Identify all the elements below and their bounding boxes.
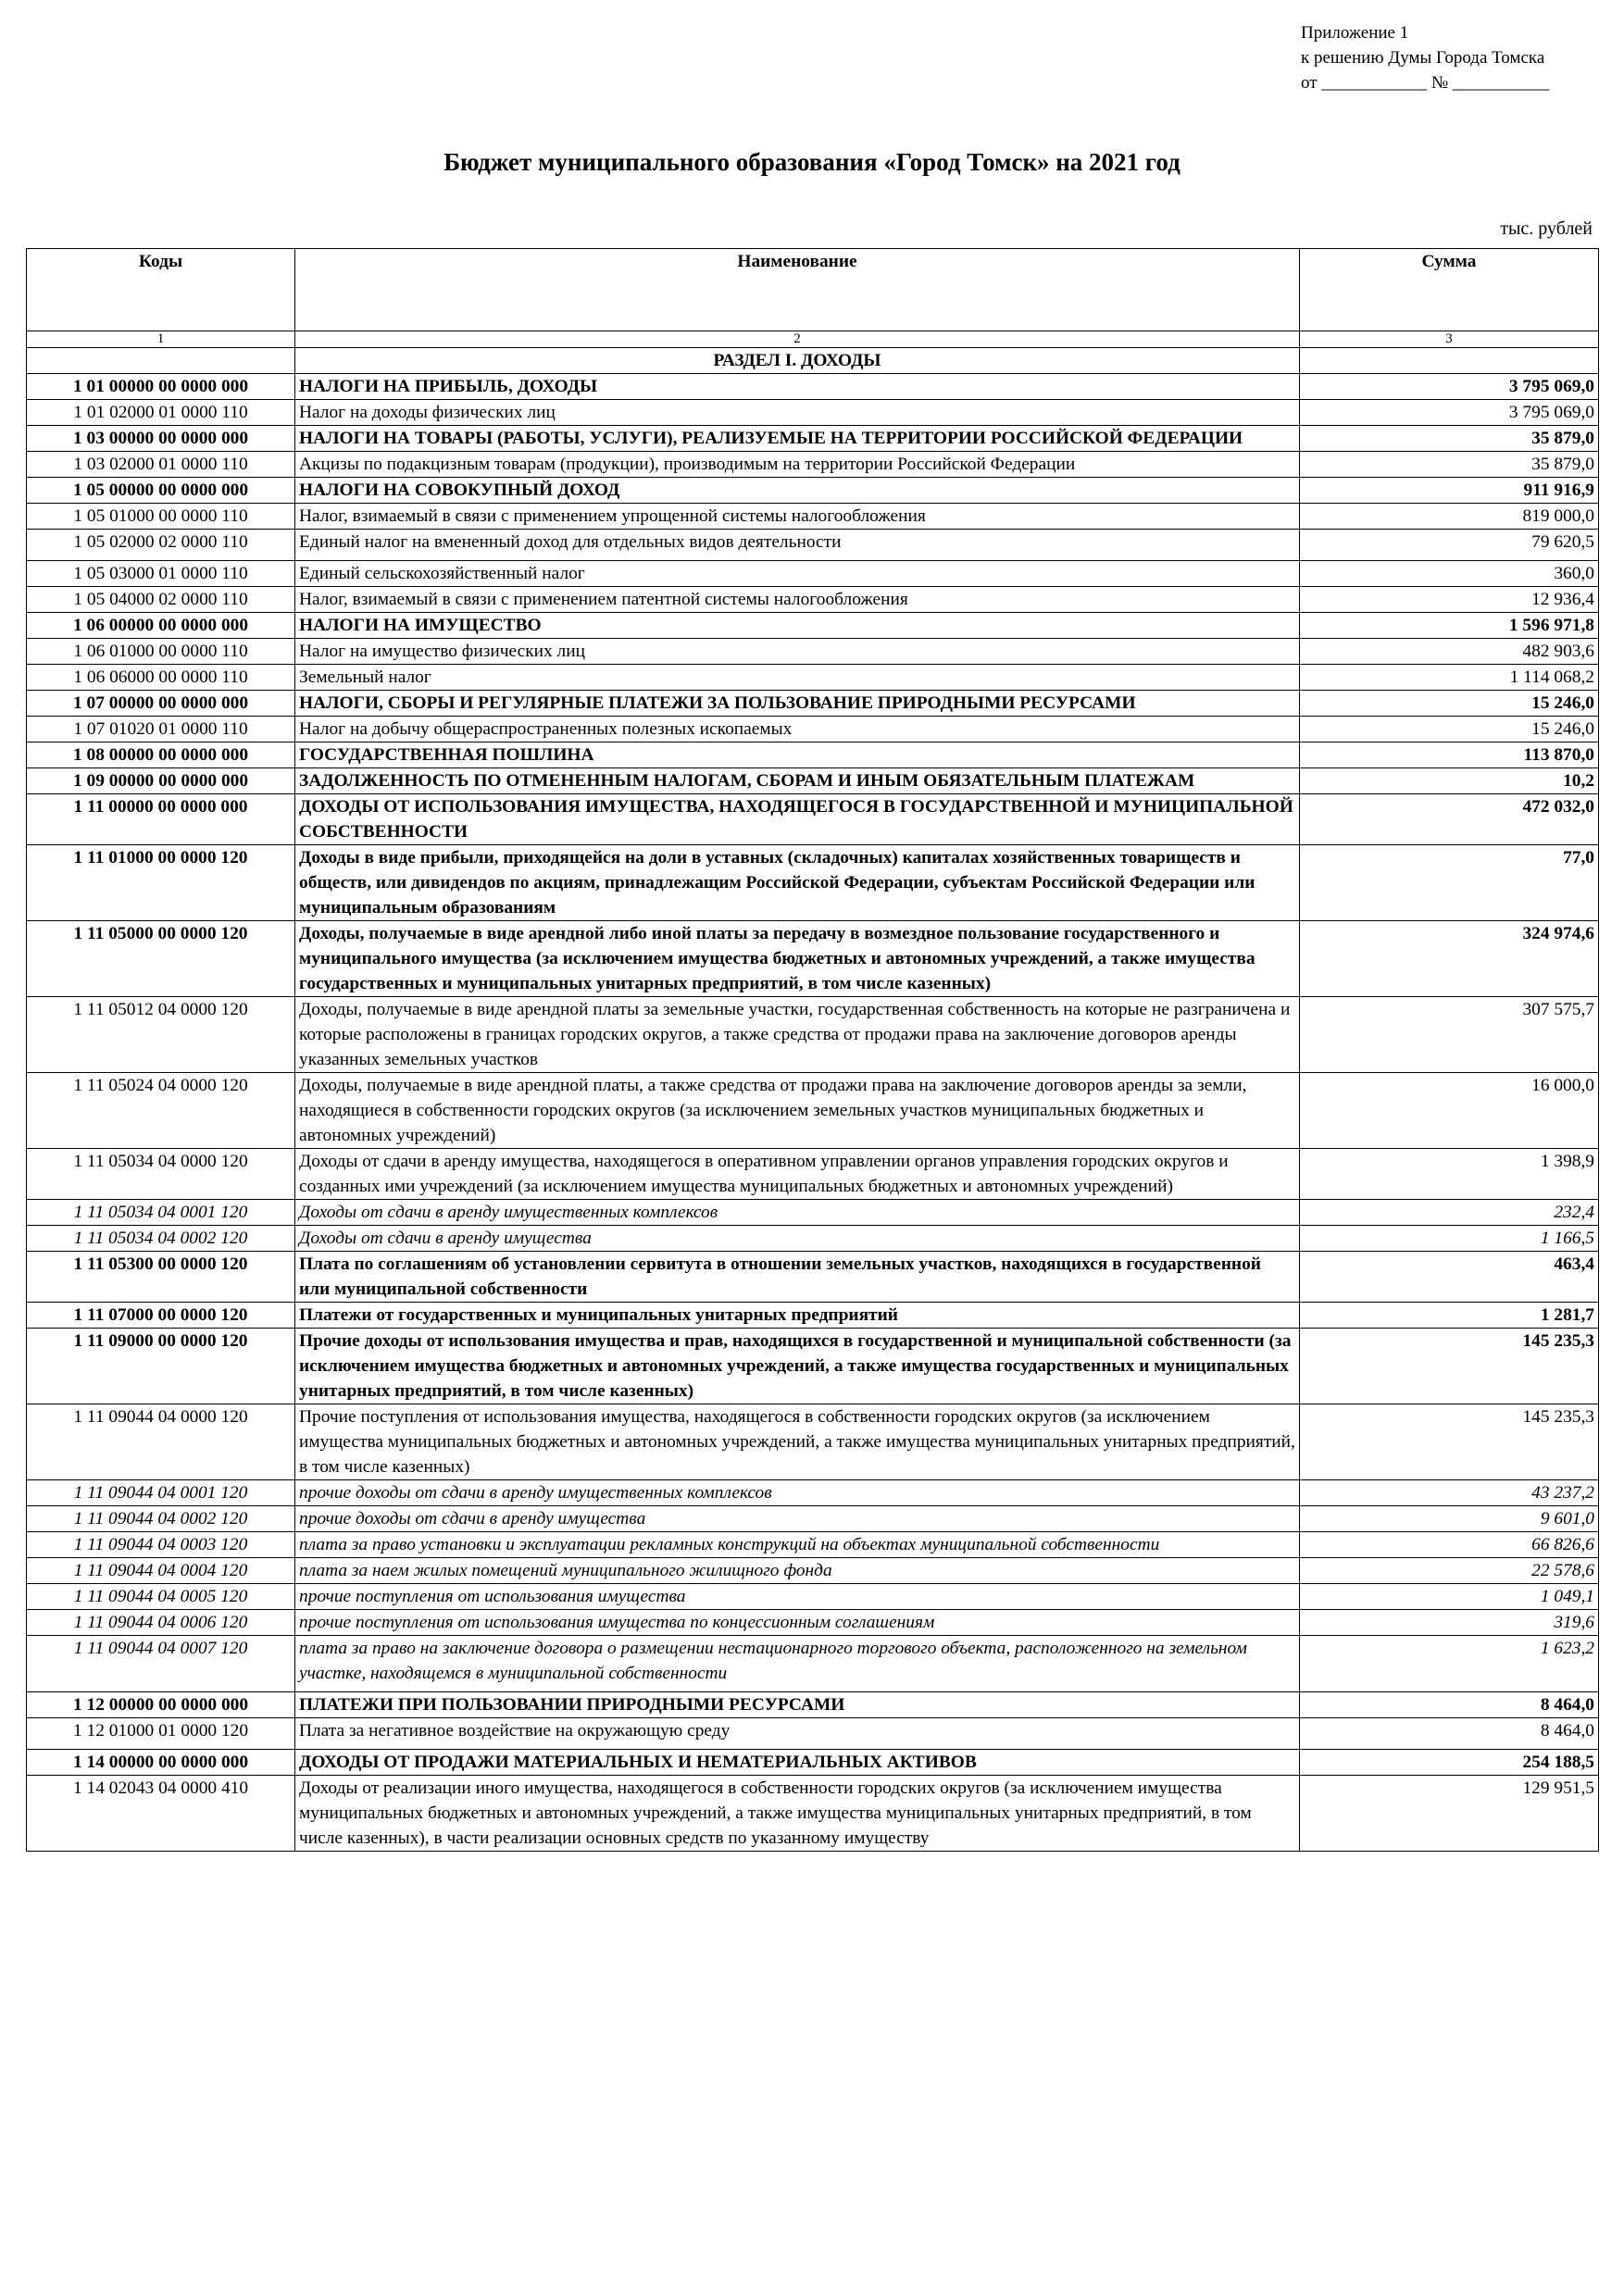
table-row xyxy=(27,561,1599,587)
row-code: 1 11 09000 00 0000 120 xyxy=(27,1329,295,1404)
table-row xyxy=(27,1610,1599,1636)
budget-table xyxy=(26,248,1599,1852)
table-row xyxy=(27,1303,1599,1329)
table-row xyxy=(27,426,1599,452)
row-sum: 1 114 068,2 xyxy=(1300,665,1599,691)
row-name: Плата за негативное воздействие на окружающую среду xyxy=(295,1718,1300,1750)
row-sum: 15 246,0 xyxy=(1300,691,1599,717)
row-name: Доходы, получаемые в виде арендной либо иной платы за передачу в возмездное пользование государственного и муниципального имущества (за исключением имущества бюджетных и автономных учреждений, а также имущества государственных и муниципальных унитарных предприятий, в том числе казенных) xyxy=(295,921,1300,997)
table-row xyxy=(27,794,1599,845)
row-sum: 12 936,4 xyxy=(1300,587,1599,613)
row-sum: 1 398,9 xyxy=(1300,1149,1599,1200)
table-row xyxy=(27,1480,1599,1506)
row-name: НАЛОГИ НА ИМУЩЕСТВО xyxy=(295,613,1300,639)
table-row xyxy=(27,400,1599,426)
row-code: 1 11 09044 04 0005 120 xyxy=(27,1584,295,1610)
row-code: 1 07 00000 00 0000 000 xyxy=(27,691,295,717)
appendix-line-1: Приложение 1 xyxy=(1301,23,1409,43)
table-row xyxy=(27,1776,1599,1852)
row-name: Акцизы по подакцизным товарам (продукции), производимым на территории Российской Федерации xyxy=(295,452,1300,478)
row-sum: 307 575,7 xyxy=(1300,997,1599,1073)
row-sum: 129 951,5 xyxy=(1300,1776,1599,1852)
row-code: 1 14 02043 04 0000 410 xyxy=(27,1776,295,1852)
row-name: Плата по соглашениям об установлении сервитута в отношении земельных участков, находящихся в государственной или муниципальной собственности xyxy=(295,1252,1300,1303)
row-name: Единый налог на вмененный доход для отдельных видов деятельности xyxy=(295,530,1300,561)
row-sum: 819 000,0 xyxy=(1300,504,1599,530)
table-row xyxy=(27,717,1599,742)
row-code: 1 11 00000 00 0000 000 xyxy=(27,794,295,845)
row-sum: 9 601,0 xyxy=(1300,1506,1599,1532)
row-sum: 145 235,3 xyxy=(1300,1329,1599,1404)
row-code: 1 11 09044 04 0007 120 xyxy=(27,1636,295,1692)
row-code: 1 12 01000 01 0000 120 xyxy=(27,1718,295,1750)
row-sum: 43 237,2 xyxy=(1300,1480,1599,1506)
row-sum: 145 235,3 xyxy=(1300,1404,1599,1480)
column-number-3: 3 xyxy=(1300,331,1599,348)
table-row xyxy=(27,665,1599,691)
row-code: 1 11 09044 04 0002 120 xyxy=(27,1506,295,1532)
row-code: 1 14 00000 00 0000 000 xyxy=(27,1750,295,1776)
table-row xyxy=(27,1073,1599,1149)
row-name: Доходы от сдачи в аренду имущественных комплексов xyxy=(295,1200,1300,1226)
table-row xyxy=(27,1636,1599,1692)
table-row xyxy=(27,587,1599,613)
row-sum: 1 623,2 xyxy=(1300,1636,1599,1692)
row-sum: 911 916,9 xyxy=(1300,478,1599,504)
table-row xyxy=(27,530,1599,561)
column-number-1: 1 xyxy=(27,331,295,348)
table-row xyxy=(27,1226,1599,1252)
row-code: 1 11 09044 04 0006 120 xyxy=(27,1610,295,1636)
row-name: прочие доходы от сдачи в аренду имущественных комплексов xyxy=(295,1480,1300,1506)
row-sum: 35 879,0 xyxy=(1300,452,1599,478)
table-row xyxy=(27,1718,1599,1750)
row-name: Единый сельскохозяйственный налог xyxy=(295,561,1300,587)
row-code: 1 07 01020 01 0000 110 xyxy=(27,717,295,742)
row-name: Доходы от сдачи в аренду имущества xyxy=(295,1226,1300,1252)
unit-label: тыс. рублей xyxy=(1500,218,1593,239)
row-name: Доходы в виде прибыли, приходящейся на доли в уставных (складочных) капиталах хозяйственных товариществ и обществ, или дивидендов по акциям, принадлежащим Российской Федерации, субъектам Российской Федерации или муниципальным образованиям xyxy=(295,845,1300,921)
row-name: ЗАДОЛЖЕННОСТЬ ПО ОТМЕНЕННЫМ НАЛОГАМ, СБОРАМ И ИНЫМ ОБЯЗАТЕЛЬНЫМ ПЛАТЕЖАМ xyxy=(295,768,1300,794)
table-body xyxy=(27,348,1599,1852)
row-sum: 360,0 xyxy=(1300,561,1599,587)
table-row xyxy=(27,1558,1599,1584)
row-code: 1 12 00000 00 0000 000 xyxy=(27,1692,295,1718)
row-code: 1 11 05034 04 0001 120 xyxy=(27,1200,295,1226)
row-name: Доходы, получаемые в виде арендной платы, а также средства от продажи права на заключение договоров аренды за земли, находящиеся в собственности городских округов (за исключением земельных участков муниципальных бюджетных и автономных учреждений) xyxy=(295,1073,1300,1149)
header-name: Наименование xyxy=(295,249,1300,331)
table-row xyxy=(27,1532,1599,1558)
row-code: 1 01 02000 01 0000 110 xyxy=(27,400,295,426)
row-code: 1 11 05000 00 0000 120 xyxy=(27,921,295,997)
row-code: 1 06 01000 00 0000 110 xyxy=(27,639,295,665)
row-code: 1 11 01000 00 0000 120 xyxy=(27,845,295,921)
row-name: Доходы от реализации иного имущества, находящегося в собственности городских округов (за исключением имущества муниципальных бюджетных и автономных учреждений, а также имущества муниципальных унитарных предприятий, в том числе казенных), в части реализации основных средств по указанному имуществу xyxy=(295,1776,1300,1852)
row-sum: 3 795 069,0 xyxy=(1300,400,1599,426)
row-sum: 319,6 xyxy=(1300,1610,1599,1636)
table-row xyxy=(27,742,1599,768)
row-sum: 113 870,0 xyxy=(1300,742,1599,768)
row-sum: 463,4 xyxy=(1300,1252,1599,1303)
table-row xyxy=(27,1252,1599,1303)
row-code: 1 06 06000 00 0000 110 xyxy=(27,665,295,691)
row-sum: 8 464,0 xyxy=(1300,1718,1599,1750)
row-name: Земельный налог xyxy=(295,665,1300,691)
row-code: 1 05 00000 00 0000 000 xyxy=(27,478,295,504)
row-name: Налог на добычу общераспространенных полезных ископаемых xyxy=(295,717,1300,742)
table-row xyxy=(27,504,1599,530)
column-number-2: 2 xyxy=(295,331,1300,348)
table-row xyxy=(27,691,1599,717)
row-code: 1 11 05034 04 0000 120 xyxy=(27,1149,295,1200)
row-code: 1 11 09044 04 0001 120 xyxy=(27,1480,295,1506)
row-code: 1 11 05012 04 0000 120 xyxy=(27,997,295,1073)
row-name: Платежи от государственных и муниципальных унитарных предприятий xyxy=(295,1303,1300,1329)
table-row xyxy=(27,921,1599,997)
row-sum: 232,4 xyxy=(1300,1200,1599,1226)
table-row xyxy=(27,1329,1599,1404)
row-sum: 77,0 xyxy=(1300,845,1599,921)
table-row xyxy=(27,1584,1599,1610)
row-code: 1 03 00000 00 0000 000 xyxy=(27,426,295,452)
row-name: Доходы от сдачи в аренду имущества, находящегося в оперативном управлении органов управления городских округов и созданных ими учреждений (за исключением имущества муниципальных бюджетных и автономных учреждений) xyxy=(295,1149,1300,1200)
section-empty-cell xyxy=(1300,348,1599,374)
column-number-row xyxy=(27,331,1599,348)
row-code: 1 05 04000 02 0000 110 xyxy=(27,587,295,613)
row-code: 1 11 05034 04 0002 120 xyxy=(27,1226,295,1252)
row-sum: 1 049,1 xyxy=(1300,1584,1599,1610)
appendix-line-2: к решению Думы Города Томска xyxy=(1301,48,1545,68)
row-code: 1 03 02000 01 0000 110 xyxy=(27,452,295,478)
row-sum: 324 974,6 xyxy=(1300,921,1599,997)
row-code: 1 11 07000 00 0000 120 xyxy=(27,1303,295,1329)
table-row xyxy=(27,1506,1599,1532)
table-row xyxy=(27,452,1599,478)
row-sum: 35 879,0 xyxy=(1300,426,1599,452)
row-code: 1 05 03000 01 0000 110 xyxy=(27,561,295,587)
row-sum: 8 464,0 xyxy=(1300,1692,1599,1718)
table-row xyxy=(27,1149,1599,1200)
row-name: Прочие доходы от использования имущества и прав, находящихся в государственной и муниципальной собственности (за исключением имущества бюджетных и автономных учреждений, а также имущества государственных и муниципальных унитарных предприятий, в том числе казенных) xyxy=(295,1329,1300,1404)
section-row xyxy=(27,348,1599,374)
row-sum: 1 281,7 xyxy=(1300,1303,1599,1329)
row-code: 1 08 00000 00 0000 000 xyxy=(27,742,295,768)
row-code: 1 11 05024 04 0000 120 xyxy=(27,1073,295,1149)
row-name: прочие поступления от использования имущества по концессионным соглашениям xyxy=(295,1610,1300,1636)
row-sum: 66 826,6 xyxy=(1300,1532,1599,1558)
section-empty-cell xyxy=(27,348,295,374)
row-name: ПЛАТЕЖИ ПРИ ПОЛЬЗОВАНИИ ПРИРОДНЫМИ РЕСУРСАМИ xyxy=(295,1692,1300,1718)
row-sum: 79 620,5 xyxy=(1300,530,1599,561)
header-sum: Сумма xyxy=(1300,249,1599,331)
row-name: прочие доходы от сдачи в аренду имущества xyxy=(295,1506,1300,1532)
row-sum: 472 032,0 xyxy=(1300,794,1599,845)
row-name: ДОХОДЫ ОТ ПРОДАЖИ МАТЕРИАЛЬНЫХ И НЕМАТЕРИАЛЬНЫХ АКТИВОВ xyxy=(295,1750,1300,1776)
row-sum: 1 166,5 xyxy=(1300,1226,1599,1252)
row-name: плата за право на заключение договора о размещении нестационарного торгового объекта, расположенного на земельном участке, находящемся в муниципальной собственности xyxy=(295,1636,1300,1692)
document-title: Бюджет муниципального образования «Город Томск» на 2021 год xyxy=(443,148,1181,176)
row-code: 1 01 00000 00 0000 000 xyxy=(27,374,295,400)
table-row xyxy=(27,1404,1599,1480)
table-row xyxy=(27,1750,1599,1776)
row-sum: 16 000,0 xyxy=(1300,1073,1599,1149)
row-name: НАЛОГИ НА ПРИБЫЛЬ, ДОХОДЫ xyxy=(295,374,1300,400)
row-code: 1 11 09044 04 0000 120 xyxy=(27,1404,295,1480)
row-code: 1 09 00000 00 0000 000 xyxy=(27,768,295,794)
appendix-block xyxy=(1301,20,1597,95)
table-row xyxy=(27,997,1599,1073)
row-name: ГОСУДАРСТВЕННАЯ ПОШЛИНА xyxy=(295,742,1300,768)
row-sum: 10,2 xyxy=(1300,768,1599,794)
table-row xyxy=(27,478,1599,504)
header-row xyxy=(27,249,1599,331)
row-code: 1 11 09044 04 0004 120 xyxy=(27,1558,295,1584)
row-sum: 22 578,6 xyxy=(1300,1558,1599,1584)
header-codes: Коды xyxy=(27,249,295,331)
row-name: НАЛОГИ, СБОРЫ И РЕГУЛЯРНЫЕ ПЛАТЕЖИ ЗА ПОЛЬЗОВАНИЕ ПРИРОДНЫМИ РЕСУРСАМИ xyxy=(295,691,1300,717)
table-row xyxy=(27,639,1599,665)
row-sum: 15 246,0 xyxy=(1300,717,1599,742)
row-name: Налог, взимаемый в связи с применением упрощенной системы налогообложения xyxy=(295,504,1300,530)
row-name: ДОХОДЫ ОТ ИСПОЛЬЗОВАНИЯ ИМУЩЕСТВА, НАХОДЯЩЕГОСЯ В ГОСУДАРСТВЕННОЙ И МУНИЦИПАЛЬНОЙ СОБСТВЕННОСТИ xyxy=(295,794,1300,845)
row-code: 1 06 00000 00 0000 000 xyxy=(27,613,295,639)
table-row xyxy=(27,374,1599,400)
row-name: плата за право установки и эксплуатации рекламных конструкций на объектах муниципальной собственности xyxy=(295,1532,1300,1558)
table-row xyxy=(27,613,1599,639)
row-sum: 254 188,5 xyxy=(1300,1750,1599,1776)
row-name: плата за наем жилых помещений муниципального жилищного фонда xyxy=(295,1558,1300,1584)
row-sum: 482 903,6 xyxy=(1300,639,1599,665)
row-name: НАЛОГИ НА ТОВАРЫ (РАБОТЫ, УСЛУГИ), РЕАЛИЗУЕМЫЕ НА ТЕРРИТОРИИ РОССИЙСКОЙ ФЕДЕРАЦИИ xyxy=(295,426,1300,452)
row-code: 1 11 05300 00 0000 120 xyxy=(27,1252,295,1303)
table-row xyxy=(27,1200,1599,1226)
row-name: прочие поступления от использования имущества xyxy=(295,1584,1300,1610)
appendix-line-3: от ____________ № ___________ xyxy=(1301,73,1550,93)
row-name: Доходы, получаемые в виде арендной платы за земельные участки, государственная собственность на которые не разграничена и которые расположены в границах городских округов, а также средства от продажи права на заключение договоров аренды указанных земельных участков xyxy=(295,997,1300,1073)
table-row xyxy=(27,768,1599,794)
row-name: Налог, взимаемый в связи с применением патентной системы налогообложения xyxy=(295,587,1300,613)
row-name: НАЛОГИ НА СОВОКУПНЫЙ ДОХОД xyxy=(295,478,1300,504)
row-code: 1 11 09044 04 0003 120 xyxy=(27,1532,295,1558)
row-name: Налог на доходы физических лиц xyxy=(295,400,1300,426)
row-code: 1 05 01000 00 0000 110 xyxy=(27,504,295,530)
row-sum: 3 795 069,0 xyxy=(1300,374,1599,400)
row-name: Прочие поступления от использования имущества, находящегося в собственности городских округов (за исключением имущества муниципальных бюджетных и автономных учреждений, а также имущества муниципальных унитарных предприятий, в том числе казенных) xyxy=(295,1404,1300,1480)
table-row xyxy=(27,845,1599,921)
row-name: Налог на имущество физических лиц xyxy=(295,639,1300,665)
table-row xyxy=(27,1692,1599,1718)
row-code: 1 05 02000 02 0000 110 xyxy=(27,530,295,561)
section-title: РАЗДЕЛ I. ДОХОДЫ xyxy=(295,348,1300,374)
row-sum: 1 596 971,8 xyxy=(1300,613,1599,639)
